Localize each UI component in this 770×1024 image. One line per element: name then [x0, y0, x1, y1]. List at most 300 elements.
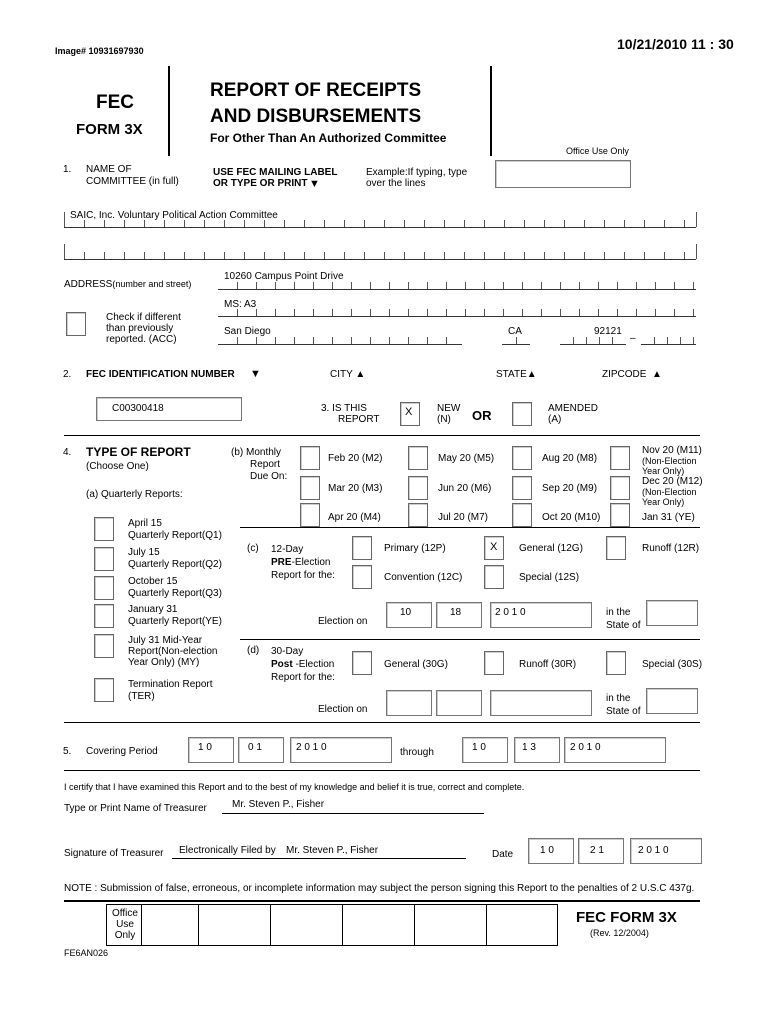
pre-election-label: 12-Day PRE-Election Report for the: — [271, 544, 335, 581]
to-day-value: 1 3 — [522, 742, 536, 753]
char-tick — [184, 252, 185, 259]
char-tick — [693, 337, 694, 344]
char-tick — [674, 309, 675, 316]
form-title-line2: AND DISBURSEMENTS — [210, 106, 422, 127]
example-note-2: over the lines — [366, 178, 426, 189]
char-tick — [522, 282, 523, 289]
name-line-1-left — [64, 212, 65, 227]
runoff-30r-checkbox[interactable] — [484, 651, 504, 675]
penalty-note: NOTE : Submission of false, erroneous, or incomplete information may subject the person signing this Report to the penalties of 2 U.S.C 437g. — [64, 883, 695, 894]
char-tick — [224, 220, 225, 227]
char-tick — [544, 252, 545, 259]
char-tick — [654, 337, 655, 344]
char-tick — [465, 282, 466, 289]
special-12s-checkbox[interactable] — [484, 565, 504, 589]
q3-label: October 15 Quarterly Report(Q3) — [128, 576, 222, 599]
char-tick — [612, 337, 613, 344]
char-tick — [484, 220, 485, 227]
type-of-report-label: TYPE OF REPORT — [86, 445, 191, 459]
example-note-1: Example:If typing, type — [366, 167, 468, 178]
m3-label: Mar 20 (M3) — [328, 483, 383, 494]
zip-line — [560, 330, 626, 345]
arrow-up-icon: ▲ — [355, 369, 366, 380]
general-30g-label: General (30G) — [384, 659, 448, 670]
section-2-number: 2. — [63, 369, 72, 380]
city-value[interactable]: San Diego — [224, 326, 271, 337]
m4-checkbox[interactable] — [300, 503, 320, 527]
name-line-2-left — [64, 244, 65, 259]
q1-label: April 15 Quarterly Report(Q1) — [128, 518, 222, 541]
fec-label: FEC — [96, 92, 134, 113]
char-tick — [644, 220, 645, 227]
from-month-value: 1 0 — [198, 742, 212, 753]
char-tick — [256, 309, 257, 316]
arrow-down-icon: ▼ — [309, 178, 320, 190]
street-line-2-value[interactable]: MS: A3 — [224, 299, 257, 310]
monthly-label: (b) Monthly Report Due On: — [231, 447, 288, 482]
zip-dash: – — [630, 333, 636, 344]
char-tick — [684, 220, 685, 227]
zip4-line — [641, 330, 696, 345]
char-tick — [584, 252, 585, 259]
char-tick — [604, 220, 605, 227]
name-line-2-right — [696, 244, 697, 259]
char-tick — [664, 252, 665, 259]
ter-checkbox[interactable] — [94, 678, 114, 702]
office-use-only-label: Office Use Only — [112, 908, 138, 941]
char-tick — [204, 252, 205, 259]
char-tick — [275, 309, 276, 316]
runoff-12r-checkbox[interactable] — [606, 536, 626, 560]
q2-checkbox[interactable] — [94, 547, 114, 571]
post-election-letter: (d) — [247, 645, 260, 656]
street-line-1-value[interactable]: 10260 Campus Point Drive — [224, 271, 344, 282]
m5-checkbox[interactable] — [408, 446, 428, 470]
char-tick — [404, 252, 405, 259]
form-title-line1: REPORT OF RECEIPTS — [210, 80, 422, 101]
char-tick — [598, 282, 599, 289]
char-tick — [541, 309, 542, 316]
address-change-label-2: than previously — [106, 323, 174, 334]
new-report-mark: X — [405, 406, 413, 418]
char-tick — [446, 309, 447, 316]
char-tick — [351, 337, 352, 344]
char-tick — [484, 309, 485, 316]
char-tick — [408, 282, 409, 289]
char-tick — [389, 282, 390, 289]
q2-label: July 15 Quarterly Report(Q2) — [128, 547, 222, 570]
m6-label: Jun 20 (M6) — [438, 483, 492, 494]
char-tick — [503, 309, 504, 316]
print-timestamp: 10/21/2010 11 : 30 — [617, 36, 734, 52]
char-tick — [424, 220, 425, 227]
office-grid-col — [198, 904, 199, 946]
general-30g-checkbox[interactable] — [352, 651, 372, 675]
char-tick — [104, 220, 105, 227]
char-tick — [424, 252, 425, 259]
char-tick — [324, 220, 325, 227]
post-election-day-field[interactable] — [436, 690, 482, 716]
char-tick — [124, 252, 125, 259]
char-tick — [644, 252, 645, 259]
char-tick — [84, 220, 85, 227]
city-label: CITY ▲ — [330, 369, 366, 380]
char-tick — [693, 282, 694, 289]
m12-label: Dec 20 (M12) (Non-Election Year Only) — [642, 476, 703, 507]
char-tick — [617, 309, 618, 316]
char-tick — [655, 282, 656, 289]
from-day-value: 0 1 — [248, 742, 262, 753]
ye-monthly-label: Jan 31 (YE) — [642, 512, 695, 523]
char-tick — [370, 337, 371, 344]
committee-name-line-1 — [64, 213, 696, 228]
q3-checkbox[interactable] — [94, 576, 114, 600]
char-tick — [586, 337, 587, 344]
m2-checkbox[interactable] — [300, 446, 320, 470]
new-label-1: NEW — [437, 403, 461, 414]
election-on-label: Election on — [318, 616, 368, 627]
char-tick — [636, 282, 637, 289]
fec-id-value: C00300418 — [112, 403, 164, 414]
image-number: Image# 10931697930 — [55, 46, 144, 56]
char-tick — [524, 252, 525, 259]
pre-post-divider — [240, 639, 700, 640]
char-tick — [522, 309, 523, 316]
my-label: July 31 Mid-Year Report(Non-election Year Only) (MY) — [128, 635, 218, 668]
char-tick — [408, 309, 409, 316]
name-line-1-right — [696, 212, 697, 227]
char-tick — [579, 309, 580, 316]
char-tick — [389, 309, 390, 316]
post-election-year-field[interactable] — [490, 690, 592, 716]
char-tick — [484, 252, 485, 259]
m10-label: Oct 20 (M10) — [542, 512, 601, 523]
char-tick — [674, 282, 675, 289]
mailing-label-1: USE FEC MAILING LABEL — [213, 167, 338, 178]
election-year-value: 2 0 1 0 — [495, 607, 526, 618]
char-tick — [313, 337, 314, 344]
mailing-label-2: OR TYPE OR PRINT — [213, 178, 308, 189]
char-tick — [516, 337, 517, 344]
header-divider-right — [490, 66, 492, 156]
is-this-report-label-2: REPORT — [338, 414, 380, 425]
election-on-label-2: Election on — [318, 704, 368, 715]
street-line-2 — [218, 302, 696, 317]
arrow-up-icon: ▲ — [652, 369, 662, 380]
char-tick — [465, 309, 466, 316]
zip-label: ZIPCODE ▲ — [602, 369, 662, 380]
treasurer-name-label: Type or Print Name of Treasurer — [64, 803, 207, 814]
char-tick — [444, 252, 445, 259]
m4-label: Apr 20 (M4) — [328, 512, 381, 523]
fec-id-label: FEC IDENTIFICATION NUMBER — [86, 369, 235, 380]
convention-12c-label: Convention (12C) — [384, 572, 463, 583]
form-subtitle: For Other Than An Authorized Committee — [210, 131, 447, 145]
char-tick — [351, 282, 352, 289]
zip-value[interactable]: 92121 — [594, 326, 622, 337]
my-checkbox[interactable] — [94, 634, 114, 658]
covering-period-label: Covering Period — [86, 746, 158, 757]
convention-12c-checkbox[interactable] — [352, 565, 372, 589]
footer-divider — [64, 900, 700, 902]
primary-12p-label: Primary (12P) — [384, 543, 446, 554]
char-tick — [364, 220, 365, 227]
char-tick — [344, 252, 345, 259]
m2-label: Feb 20 (M2) — [328, 453, 383, 464]
ye-label: January 31 Quarterly Report(YE) — [128, 604, 222, 627]
ye-monthly-checkbox[interactable] — [610, 503, 630, 527]
m8-label: Aug 20 (M8) — [542, 453, 598, 464]
char-tick — [564, 220, 565, 227]
amended-label-1: AMENDED — [548, 403, 599, 414]
char-tick — [244, 252, 245, 259]
m11-checkbox[interactable] — [610, 446, 630, 470]
char-tick — [224, 252, 225, 259]
section-divider — [64, 770, 700, 771]
ter-label: Termination Report (TER) — [128, 679, 213, 702]
form-label: FORM 3X — [76, 121, 143, 138]
char-tick — [275, 282, 276, 289]
char-tick — [693, 309, 694, 316]
date-year-value: 2 0 1 0 — [638, 845, 669, 856]
char-tick — [294, 337, 295, 344]
char-tick — [427, 309, 428, 316]
office-grid-col — [342, 904, 343, 946]
char-tick — [504, 252, 505, 259]
office-grid-col — [486, 904, 487, 946]
election-state-field[interactable] — [646, 600, 698, 626]
date-month-value: 1 0 — [540, 845, 554, 856]
char-tick — [104, 252, 105, 259]
post-election-state-field[interactable] — [646, 688, 698, 714]
to-month-value: 1 0 — [472, 742, 486, 753]
office-grid-col — [414, 904, 415, 946]
signature-label: Signature of Treasurer — [64, 848, 164, 859]
post-election-label: 30-Day Post -Election Report for the: — [271, 646, 335, 683]
special-30s-checkbox[interactable] — [606, 651, 626, 675]
from-year-value: 2 0 1 0 — [296, 742, 327, 753]
section-1-number: 1. — [63, 164, 72, 175]
m5-label: May 20 (M5) — [438, 453, 495, 464]
name-label-1: NAME OF — [86, 164, 132, 175]
footer-revision: (Rev. 12/2004) — [590, 928, 649, 938]
special-12s-label: Special (12S) — [519, 572, 580, 583]
street-line-1 — [218, 275, 696, 290]
char-tick — [684, 252, 685, 259]
char-tick — [384, 220, 385, 227]
char-tick — [294, 282, 295, 289]
char-tick — [427, 282, 428, 289]
state-label: STATE▲ — [496, 369, 537, 380]
signature-value[interactable]: Mr. Steven P., Fisher — [286, 845, 379, 856]
section-divider — [64, 435, 700, 436]
form-code: FE6AN026 — [64, 948, 109, 958]
char-tick — [184, 220, 185, 227]
char-tick — [541, 282, 542, 289]
char-tick — [237, 337, 238, 344]
m7-checkbox[interactable] — [408, 503, 428, 527]
char-tick — [599, 337, 600, 344]
char-tick — [584, 220, 585, 227]
in-the-state-label-2: in the State of — [606, 693, 641, 717]
office-use-box — [495, 160, 631, 188]
committee-name-value[interactable]: SAIC, Inc. Voluntary Political Action Committee — [70, 210, 278, 221]
date-label: Date — [492, 849, 514, 860]
section-divider — [64, 722, 700, 723]
char-tick — [237, 282, 238, 289]
char-tick — [564, 252, 565, 259]
footer-form-name: FEC FORM 3X — [576, 909, 677, 926]
char-tick — [446, 337, 447, 344]
m10-checkbox[interactable] — [512, 503, 532, 527]
through-label: through — [400, 747, 434, 758]
pre-election-letter: (c) — [247, 543, 259, 554]
char-tick — [624, 220, 625, 227]
amended-label-2: (A) — [548, 414, 562, 425]
char-tick — [124, 220, 125, 227]
date-day-value: 2 1 — [590, 845, 604, 856]
char-tick — [324, 252, 325, 259]
primary-12p-checkbox[interactable] — [352, 536, 372, 560]
address-change-label-1: Check if different — [106, 312, 181, 323]
char-tick — [636, 309, 637, 316]
arrow-down-icon: ▼ — [250, 368, 261, 380]
m9-checkbox[interactable] — [512, 476, 532, 500]
char-tick — [680, 337, 681, 344]
office-use-grid — [106, 904, 558, 946]
char-tick — [244, 220, 245, 227]
amended-report-checkbox[interactable] — [512, 402, 532, 426]
char-tick — [664, 220, 665, 227]
char-tick — [503, 282, 504, 289]
char-tick — [144, 252, 145, 259]
city-line — [218, 330, 462, 345]
char-tick — [204, 220, 205, 227]
quarterly-label: (a) Quarterly Reports: — [86, 489, 183, 500]
char-tick — [144, 220, 145, 227]
header-divider-left — [168, 66, 170, 156]
char-tick — [84, 252, 85, 259]
char-tick — [304, 220, 305, 227]
char-tick — [370, 309, 371, 316]
m9-label: Sep 20 (M9) — [542, 483, 598, 494]
char-tick — [304, 252, 305, 259]
m7-label: Jul 20 (M7) — [438, 512, 489, 523]
q1-checkbox[interactable] — [94, 517, 114, 541]
char-tick — [256, 337, 257, 344]
char-tick — [560, 282, 561, 289]
section-5-number: 5. — [63, 746, 72, 757]
address-label: ADDRESS(number and street) — [64, 279, 192, 290]
is-this-report-label-1: 3. IS THIS — [321, 403, 367, 414]
char-tick — [504, 220, 505, 227]
choose-one-label: (Choose One) — [86, 461, 149, 472]
char-tick — [332, 309, 333, 316]
char-tick — [408, 337, 409, 344]
char-tick — [164, 252, 165, 259]
char-tick — [446, 282, 447, 289]
runoff-30r-label: Runoff (30R) — [519, 659, 577, 670]
general-12g-mark: X — [490, 541, 498, 553]
char-tick — [313, 282, 314, 289]
committee-name-line-2 — [64, 245, 696, 260]
office-grid-col — [270, 904, 271, 946]
char-tick — [560, 309, 561, 316]
char-tick — [617, 282, 618, 289]
char-tick — [256, 282, 257, 289]
m8-checkbox[interactable] — [512, 446, 532, 470]
char-tick — [275, 337, 276, 344]
char-tick — [344, 220, 345, 227]
char-tick — [332, 282, 333, 289]
election-month-value: 10 — [400, 607, 412, 618]
char-tick — [164, 220, 165, 227]
m6-checkbox[interactable] — [408, 476, 428, 500]
section-4-number: 4. — [63, 447, 72, 458]
signature-line — [172, 858, 466, 859]
in-the-state-label: in the State of — [606, 607, 641, 631]
char-tick — [667, 337, 668, 344]
char-tick — [573, 337, 574, 344]
to-day-field[interactable] — [514, 737, 560, 763]
special-30s-label: Special (30S) — [642, 659, 703, 670]
char-tick — [624, 252, 625, 259]
char-tick — [579, 282, 580, 289]
state-value[interactable]: CA — [508, 326, 522, 337]
char-tick — [284, 252, 285, 259]
char-tick — [313, 309, 314, 316]
char-tick — [484, 282, 485, 289]
m12-checkbox[interactable] — [610, 476, 630, 500]
char-tick — [384, 252, 385, 259]
post-election-month-field[interactable] — [386, 690, 432, 716]
char-tick — [404, 220, 405, 227]
address-change-checkbox[interactable] — [66, 312, 86, 336]
char-tick — [444, 220, 445, 227]
treasurer-name-line — [222, 813, 484, 814]
char-tick — [464, 252, 465, 259]
char-tick — [524, 220, 525, 227]
char-tick — [332, 337, 333, 344]
ye-checkbox[interactable] — [94, 604, 114, 628]
char-tick — [464, 220, 465, 227]
char-tick — [264, 220, 265, 227]
runoff-12r-label: Runoff (12R) — [642, 543, 700, 554]
m3-checkbox[interactable] — [300, 476, 320, 500]
certification-text: I certify that I have examined this Report and to the best of my knowledge and belief it is true, correct and complete. — [64, 782, 525, 792]
char-tick — [544, 220, 545, 227]
new-label-2: (N) — [437, 414, 451, 425]
char-tick — [598, 309, 599, 316]
office-grid-col — [141, 904, 142, 946]
char-tick — [370, 282, 371, 289]
char-tick — [351, 309, 352, 316]
char-tick — [284, 220, 285, 227]
char-tick — [364, 252, 365, 259]
to-year-value: 2 0 1 0 — [570, 742, 601, 753]
treasurer-name-value[interactable]: Mr. Steven P., Fisher — [232, 799, 325, 810]
char-tick — [427, 337, 428, 344]
address-change-label-3: reported. (ACC) — [106, 334, 177, 345]
name-label-2: COMMITTEE (in full) — [86, 176, 179, 187]
char-tick — [237, 309, 238, 316]
electronically-filed-label: Electronically Filed by — [179, 845, 276, 856]
arrow-up-icon: ▲ — [526, 369, 537, 380]
election-day-value: 18 — [450, 607, 462, 618]
or-label: OR — [472, 408, 492, 423]
char-tick — [389, 337, 390, 344]
char-tick — [294, 309, 295, 316]
